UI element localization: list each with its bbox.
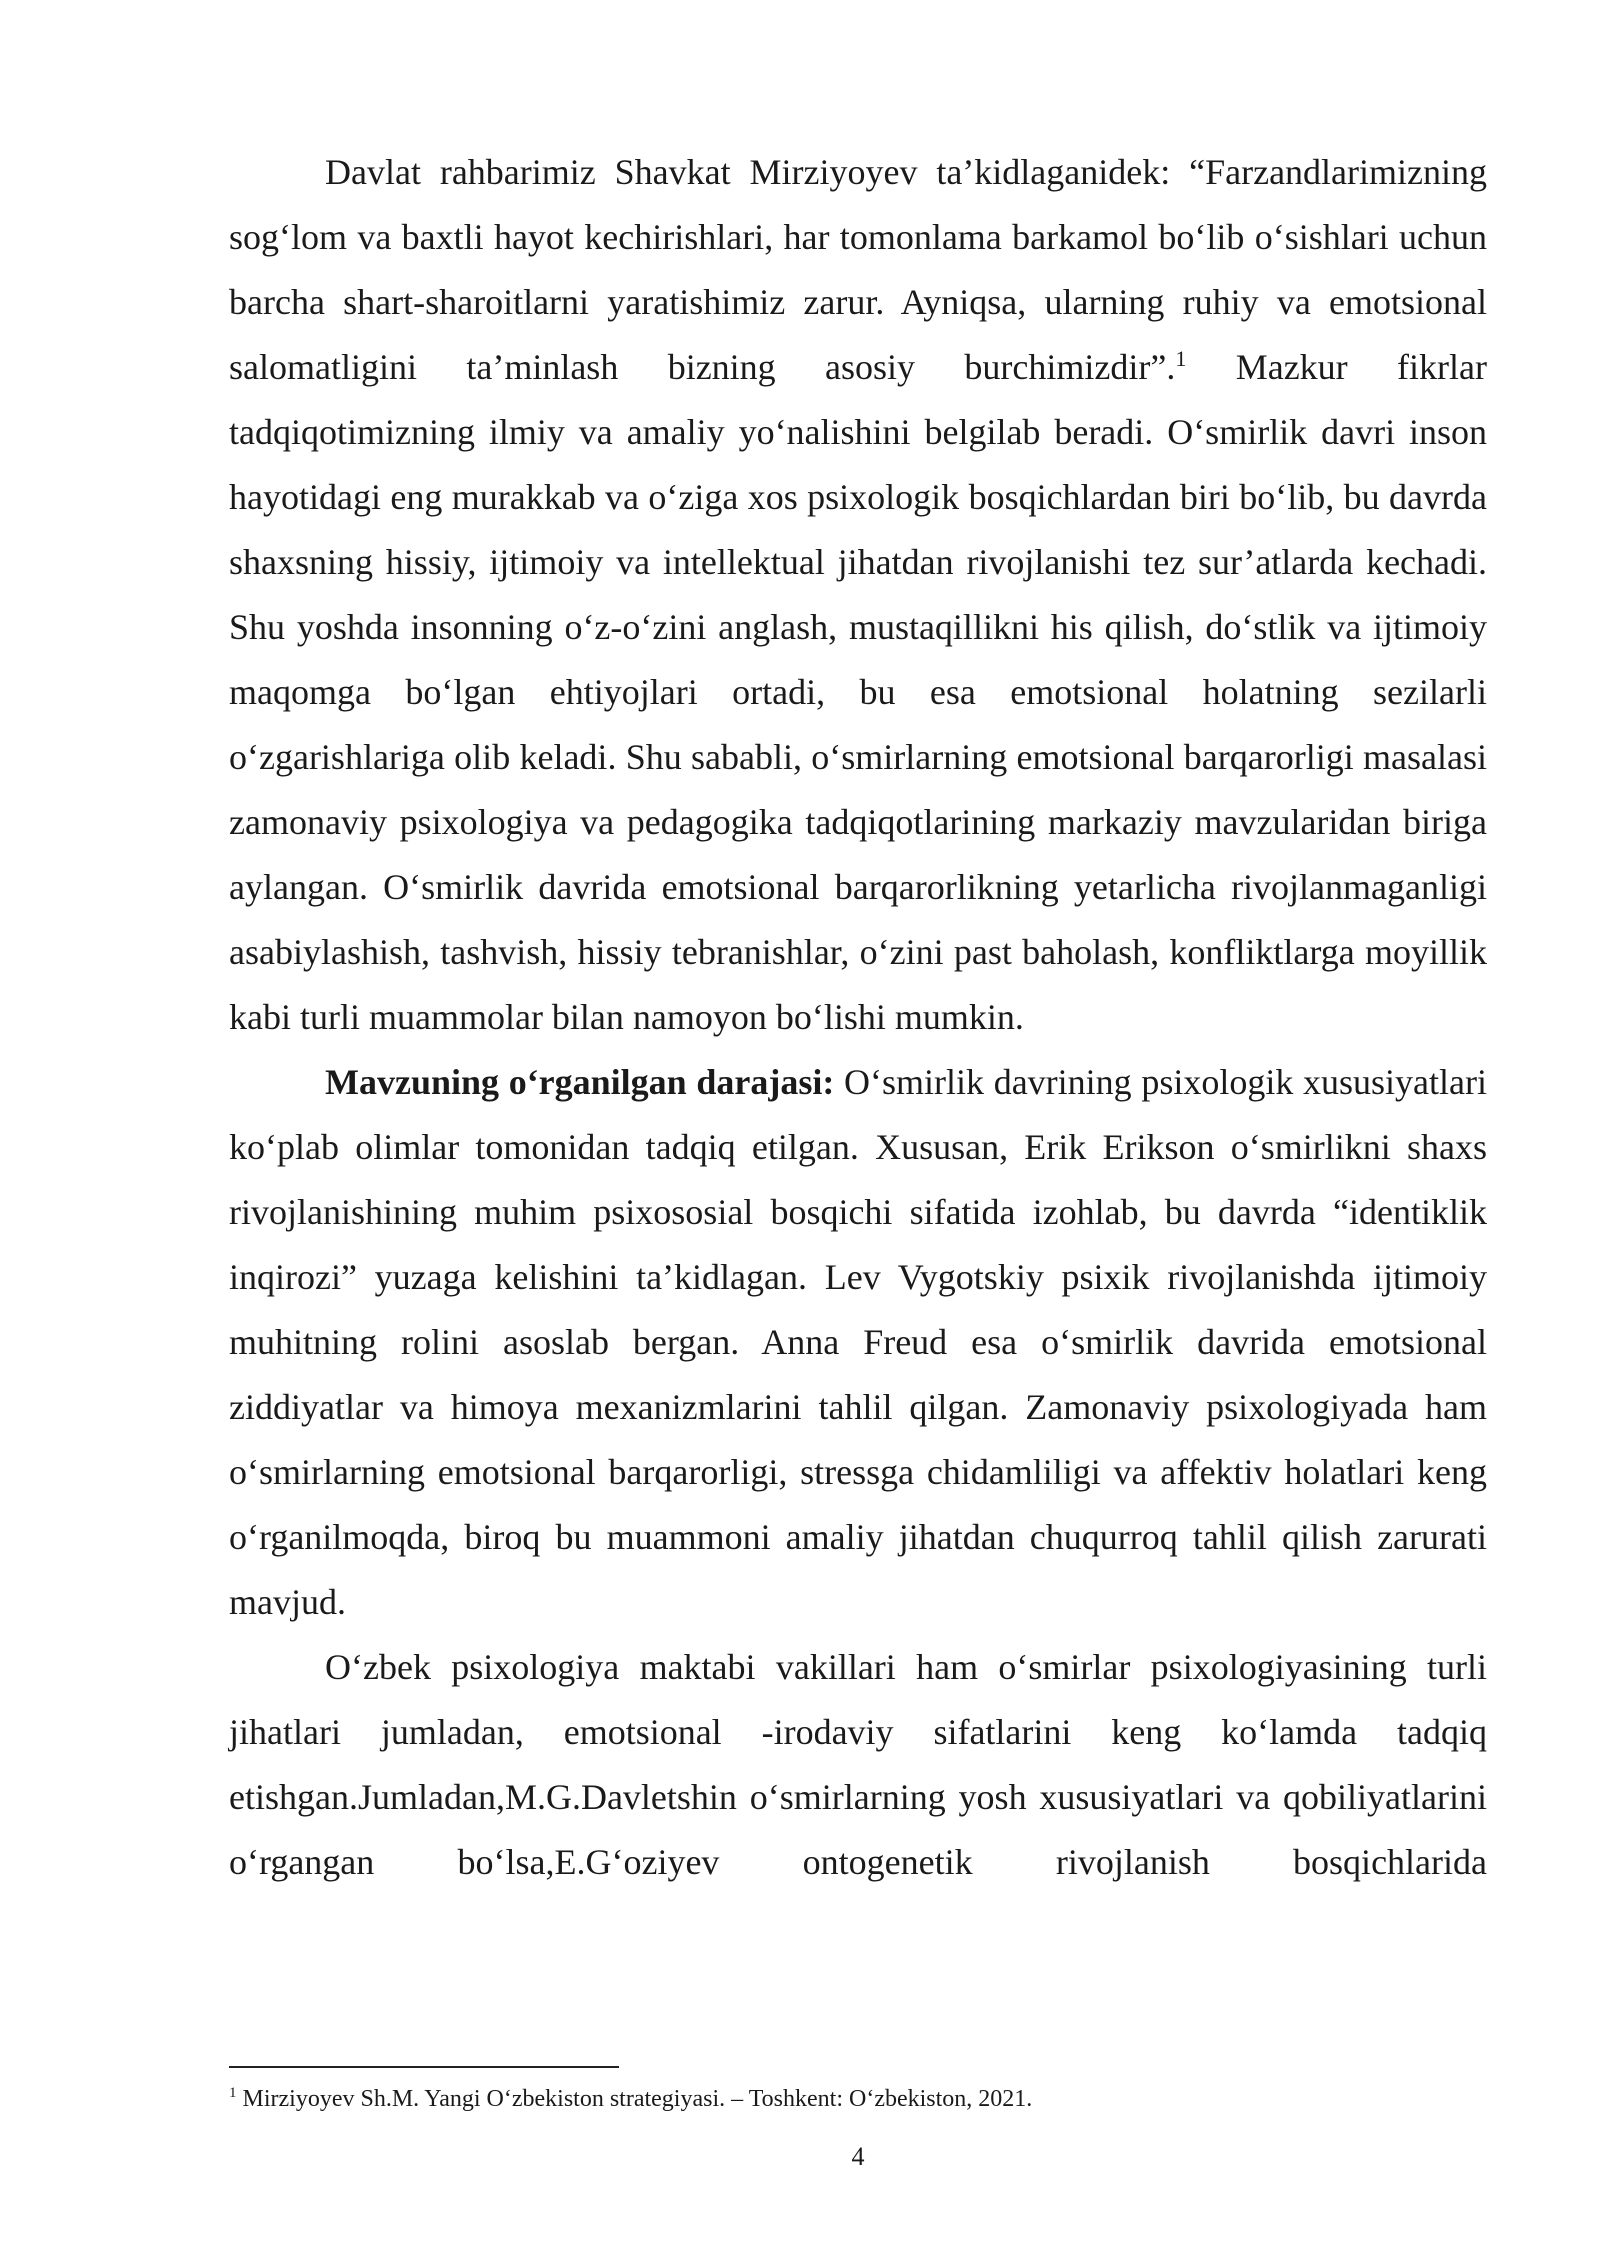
body-text: [229, 140, 1487, 1895]
footnote-text: Mirziyoyev Sh.M. Yangi O‘zbekiston strategiyasi. – Toshkent: O‘zbekiston, 2021.: [236, 2086, 1033, 2112]
paragraph-study-level-text: O‘smirlik davrining psixologik xususiyatlari ko‘plab olimlar tomonidan tadqiq etilgan. Xususan, Erik Erikson o‘smirlikni shaxs rivojlanishining muhim psixososial bosqichi sifatida izohlab, bu davrda “identiklik inqirozi” yuzaga kelishini ta’kidlagan. Lev Vygotskiy psixik rivojlanishda ijtimoiy muhitning rolini asoslab bergan. Anna Freud esa o‘smirlik davrida emotsional ziddiyatlar va himoya mexanizmlarini tahlil qilgan. Zamonaviy psixologiyada ham o‘smirlarning emotsional barqarorligi, stressga chidamliligi va affektiv holatlari keng o‘rganilmoqda, biroq bu muammoni amaliy jihatdan chuqurroq tahlil qilish zarurati mavjud.: [229, 1062, 1488, 1622]
footnote-reference[interactable]: 1: [1175, 346, 1187, 371]
footnote-number: 1: [229, 2085, 237, 2101]
footnote-separator: [229, 2066, 619, 2068]
footnote: [229, 2083, 1487, 2115]
section-heading-study-level: Mavzuning o‘rganilgan darajasi:: [325, 1062, 835, 1102]
paragraph-uzbek-school: [229, 1635, 1487, 1895]
paragraph-intro: [229, 140, 1487, 1050]
paragraph-intro-text-continued: Mazkur fikrlar tadqiqotimizning ilmiy va amaliy yo‘nalishini belgilab beradi. O‘smirlik davri inson hayotidagi eng murakkab va o‘ziga xos psixologik bosqichlardan biri bo‘lib, bu davrda shaxsning hissiy, ijtimoiy va intellektual jihatdan rivojlanishi tez sur’atlarda kechadi. Shu yoshda insonning o‘z-o‘zini anglash, mustaqillikni his qilish, do‘stlik va ijtimoiy maqomga bo‘lgan ehtiyojlari ortadi, bu esa emotsional holatning sezilarli o‘zgarishlariga olib keladi. Shu sababli, o‘smirlarning emotsional barqarorligi masalasi zamonaviy psixologiya va pedagogika tadqiqotlarining markaziy mavzularidan biriga aylangan. O‘smirlik davrida emotsional barqarorlikning yetarlicha rivojlanmaganligi asabiylashish, tashvish, hissiy tebranishlar, o‘zini past baholash, konfliktlarga moyillik kabi turli muammolar bilan namoyon bo‘lishi mumkin.: [229, 347, 1487, 1037]
page-number: 4: [851, 2142, 865, 2171]
paragraph-intro-text: Davlat rahbarimiz Shavkat Mirziyoyev ta’kidlaganidek: “Farzandlarimizning sog‘lom va baxtli hayot kechirishlari, har tomonlama barkamol bo‘lib o‘sishlari uchun barcha shart-sharoitlarni yaratishimiz zarur. Ayniqsa, ularning ruhiy va emotsional salomatligini ta’minlash bizning asosiy burchimizdir”.: [229, 152, 1487, 387]
paragraph-study-level: [229, 1050, 1487, 1635]
paragraph-uzbek-school-text: O‘zbek psixologiya maktabi vakillari ham o‘smirlar psixologiyasining turli jihatlari jumladan, emotsional -irodaviy sifatlarini keng ko‘lamda tadqiq etishgan.Jumladan,M.G.Davletshin o‘smirlarning yosh xususiyatlari va qobiliyatlarini o‘rgangan bo‘lsa,E.G‘oziyev ontogenetik rivojlanish bosqichlarida: [229, 1647, 1487, 1882]
